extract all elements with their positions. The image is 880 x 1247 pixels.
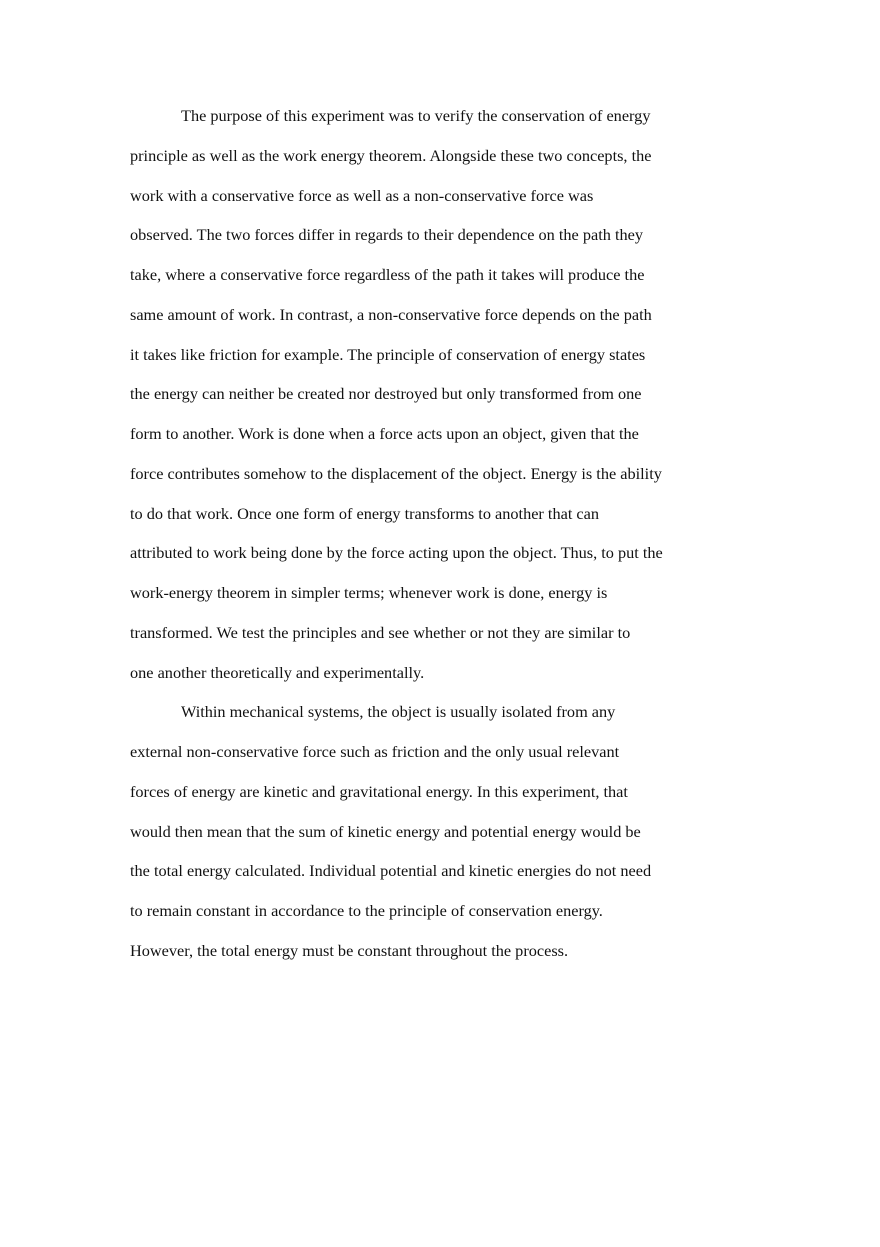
body-text bbox=[130, 96, 710, 971]
paragraph-line: would then mean that the sum of kinetic energy and potential energy would be bbox=[130, 821, 641, 841]
paragraph-line: principle as well as the work energy theorem. Alongside these two concepts, the bbox=[130, 145, 652, 165]
paragraph-line: work with a conservative force as well as a non-conservative force was bbox=[130, 185, 594, 205]
paragraph-line: Within mechanical systems, the object is usually isolated from any bbox=[181, 702, 616, 722]
paragraph-line: The purpose of this experiment was to verify the conservation of energy bbox=[181, 106, 651, 125]
paragraph-line: force contributes somehow to the displacement of the object. Energy is the ability bbox=[130, 463, 662, 483]
paragraph-line: attributed to work being done by the force acting upon the object. Thus, to put the bbox=[130, 543, 663, 563]
paragraph-line: the energy can neither be created nor destroyed but only transformed from one bbox=[130, 384, 642, 404]
paragraph-line: However, the total energy must be constant throughout the process. bbox=[130, 940, 569, 960]
paragraph-line: to do that work. Once one form of energy transforms to another that can bbox=[130, 503, 599, 523]
paragraph-2 bbox=[130, 692, 710, 970]
paragraph-line: forces of energy are kinetic and gravitational energy. In this experiment, that bbox=[130, 781, 628, 801]
paragraph-1 bbox=[130, 96, 710, 692]
paragraph-line: transformed. We test the principles and see whether or not they are similar to bbox=[130, 622, 631, 642]
paragraph-line: external non-conservative force such as friction and the only usual relevant bbox=[130, 742, 620, 761]
paragraph-line: to remain constant in accordance to the principle of conservation energy. bbox=[130, 901, 603, 920]
paragraph-line: same amount of work. In contrast, a non-conservative force depends on the path bbox=[130, 304, 652, 324]
paragraph-line: it takes like friction for example. The principle of conservation of energy states bbox=[130, 344, 646, 364]
paragraph-line: one another theoretically and experimentally. bbox=[130, 662, 425, 682]
paragraph-line: take, where a conservative force regardless of the path it takes will produce the bbox=[130, 265, 645, 284]
paragraph-line: the total energy calculated. Individual potential and kinetic energies do not need bbox=[130, 861, 652, 881]
paragraph-line: observed. The two forces differ in regards to their dependence on the path they bbox=[130, 225, 643, 245]
paragraph-line: form to another. Work is done when a force acts upon an object, given that the bbox=[130, 424, 639, 443]
paragraph-line: work-energy theorem in simpler terms; whenever work is done, energy is bbox=[130, 583, 608, 602]
